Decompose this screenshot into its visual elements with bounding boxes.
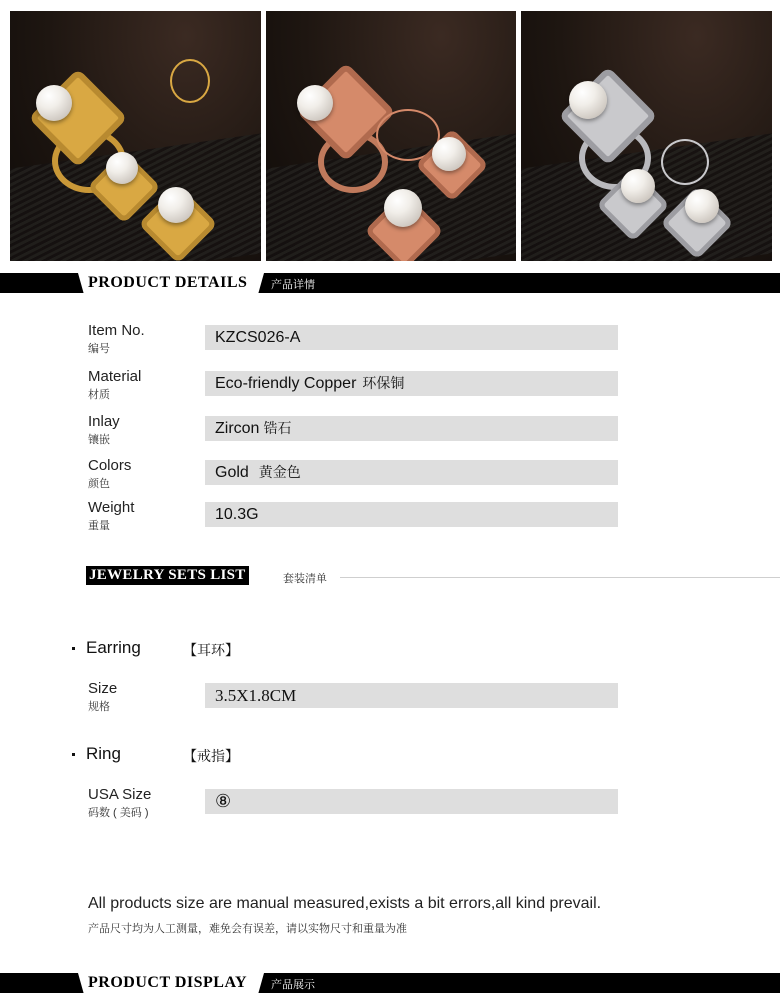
ring-size-label: USA Size 码数 ( 美码 ) bbox=[88, 786, 152, 819]
ring-pearl bbox=[36, 85, 72, 121]
set-item-ring: Ring bbox=[72, 744, 121, 764]
set-item-ring-cn: 【戒指】 bbox=[183, 748, 239, 764]
set-item-earring-cn: 【耳环】 bbox=[183, 642, 239, 658]
bullet-icon bbox=[72, 647, 75, 650]
detail-label-item-no: Item No. 编号 bbox=[88, 322, 145, 355]
section-title-cn: 产品详情 bbox=[271, 279, 315, 291]
measurement-note-cn: 产品尺寸均为人工测量，难免会有误差，请以实物尺寸和重量为准 bbox=[88, 923, 407, 935]
sets-list-title: JEWELRY SETS LIST bbox=[86, 566, 249, 585]
detail-value-weight: 10.3G bbox=[205, 502, 618, 527]
ring-pearl bbox=[297, 85, 333, 121]
measurement-note: All products size are manual measured,exists a bit errors,all kind prevail. bbox=[88, 895, 602, 912]
product-display-bar bbox=[0, 973, 780, 993]
earring-pearl bbox=[621, 169, 655, 203]
divider bbox=[340, 577, 780, 578]
sets-list-title-cn: 套装清单 bbox=[283, 573, 327, 585]
section-title: PRODUCT DETAILS bbox=[88, 274, 248, 291]
earring-hook bbox=[661, 139, 709, 185]
ring-pearl bbox=[569, 81, 607, 119]
detail-label-colors: Colors 颜色 bbox=[88, 457, 132, 490]
set-item-earring: Earring bbox=[72, 638, 141, 658]
detail-value-item-no: KZCS026-A bbox=[205, 325, 618, 350]
rose-gold-set-photo bbox=[266, 11, 516, 261]
bullet-icon bbox=[72, 753, 75, 756]
product-details-bar bbox=[0, 273, 780, 293]
earring-pearl bbox=[158, 187, 194, 223]
detail-label-weight: Weight 重量 bbox=[88, 499, 135, 532]
detail-label-inlay: Inlay 镶嵌 bbox=[88, 413, 120, 446]
gold-set-photo bbox=[10, 11, 261, 261]
earring-pearl bbox=[106, 152, 138, 184]
earring-pearl bbox=[384, 189, 422, 227]
detail-label-material: Material 材质 bbox=[88, 368, 142, 401]
detail-value-material: Eco-friendly Copper 环保铜 bbox=[205, 371, 618, 396]
detail-value-inlay: Zircon 锆石 bbox=[205, 416, 618, 441]
earring-pearl bbox=[432, 137, 466, 171]
detail-value-colors: Gold 黄金色 bbox=[205, 460, 618, 485]
earring-size-label: Size 规格 bbox=[88, 680, 118, 713]
earring-size-value: 3.5X1.8CM bbox=[205, 683, 618, 708]
section-title-cn: 产品展示 bbox=[271, 979, 315, 991]
silver-set-photo bbox=[521, 11, 772, 261]
section-title: PRODUCT DISPLAY bbox=[88, 974, 248, 991]
earring-hook bbox=[170, 59, 210, 103]
earring-pearl bbox=[685, 189, 719, 223]
ring-size-value: ⑧ bbox=[205, 789, 618, 814]
